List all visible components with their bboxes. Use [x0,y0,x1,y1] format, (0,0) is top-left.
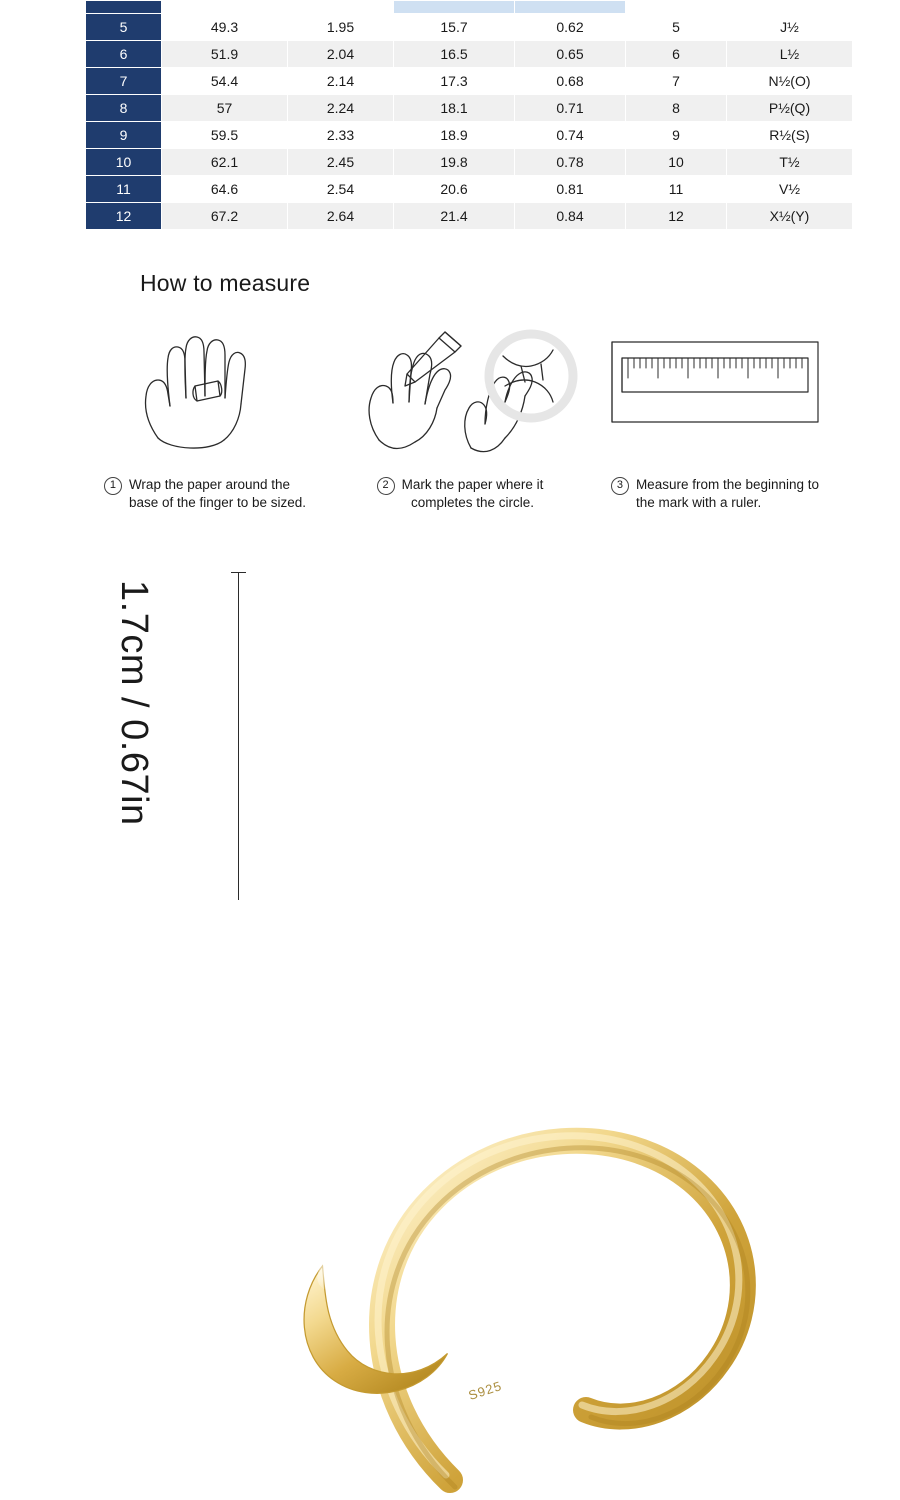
step-3-text [636,476,819,512]
cell-diameter-in: 0.78 [515,149,626,176]
cell-us: 12 [626,203,727,230]
size-table-body [86,1,853,230]
cell-us-size: 12 [86,203,162,230]
table-row-partial [86,1,853,14]
cell-uk: P½(Q) [727,95,853,122]
cell-diameter-in: 0.62 [515,14,626,41]
cell [86,1,162,14]
cell-circumference-in: 2.14 [288,68,394,95]
table-row [86,149,853,176]
measure-step-1 [80,320,330,512]
cell-diameter-in: 0.65 [515,41,626,68]
cell-us-size: 10 [86,149,162,176]
table-row [86,68,853,95]
cell-us: 10 [626,149,727,176]
cell-us-size: 9 [86,122,162,149]
cell-us: 7 [626,68,727,95]
cell-circumference-mm: 54.4 [162,68,288,95]
cell-uk: N½(O) [727,68,853,95]
cell-us-size: 8 [86,95,162,122]
cell-circumference-mm: 51.9 [162,41,288,68]
cell-us-size: 6 [86,41,162,68]
how-to-measure-title: How to measure [140,270,311,296]
measure-step-3 [590,320,840,512]
cell-diameter-in: 0.84 [515,203,626,230]
cell-diameter-in: 0.71 [515,95,626,122]
cell [162,1,288,14]
cell-us-size: 5 [86,14,162,41]
table-row [86,122,853,149]
step-number-2: 2 [377,477,395,495]
cell-diameter-mm: 16.5 [394,41,515,68]
cell-circumference-mm: 64.6 [162,176,288,203]
cell-uk: L½ [727,41,853,68]
cell-diameter-mm: 18.1 [394,95,515,122]
cell-diameter-mm: 17.3 [394,68,515,95]
ruler-icon [600,320,830,460]
table-row [86,14,853,41]
cell-circumference-mm: 62.1 [162,149,288,176]
cell-uk: R½(S) [727,122,853,149]
cell-us-size: 7 [86,68,162,95]
cell-circumference-in: 2.64 [288,203,394,230]
table-row [86,41,853,68]
cell-circumference-mm: 49.3 [162,14,288,41]
step-2-line-2: completes the circle. [410,495,535,511]
cell-circumference-in: 2.45 [288,149,394,176]
dimension-label: 1.7cm / 0.67in [113,580,155,826]
cell [288,1,394,14]
cell-circumference-in: 2.04 [288,41,394,68]
cell-diameter-mm: 20.6 [394,176,515,203]
cell-uk: J½ [727,14,853,41]
step-1-line-1: Wrap the paper around the [128,477,291,492]
step-number-1: 1 [104,477,122,495]
step-2-line-1: Mark the paper where it [401,477,544,492]
gold-moon-ring-illustration [250,1100,900,1500]
measure-step-3-caption [611,476,819,512]
cell-circumference-mm: 67.2 [162,203,288,230]
hand-marking-paper-icon [345,320,575,460]
cell [626,1,727,14]
cell-diameter-in: 0.81 [515,176,626,203]
cell-circumference-in: 2.33 [288,122,394,149]
hand-with-paper-icon [100,320,310,460]
cell [727,1,853,14]
cell-diameter-in: 0.68 [515,68,626,95]
step-3-line-2: the mark with a ruler. [635,495,762,511]
step-number-3: 3 [611,477,629,495]
cell-us-size: 11 [86,176,162,203]
cell-diameter-mm: 18.9 [394,122,515,149]
cell-diameter-in: 0.74 [515,122,626,149]
cell-us: 5 [626,14,727,41]
cell-us: 11 [626,176,727,203]
cell-circumference-mm: 59.5 [162,122,288,149]
table-row [86,95,853,122]
measure-step-1-caption [104,476,306,512]
step-1-line-2: base of the finger to be sized. [128,495,307,511]
step-3-line-1: Measure from the beginning to [635,477,820,492]
cell-circumference-in: 2.54 [288,176,394,203]
cell-circumference-in: 2.24 [288,95,394,122]
step-2-text [402,476,544,512]
cell-diameter-mm: 15.7 [394,14,515,41]
how-to-measure-steps [80,320,840,512]
measure-step-2 [335,320,585,512]
ring-size-table [85,0,853,230]
table-row [86,203,853,230]
cell-us: 9 [626,122,727,149]
cell-diameter-mm: 19.8 [394,149,515,176]
measure-step-2-caption [377,476,544,512]
cell-diameter-mm: 21.4 [394,203,515,230]
table-row [86,176,853,203]
dimension-bracket [238,572,239,900]
cell-circumference-mm: 57 [162,95,288,122]
cell-us: 6 [626,41,727,68]
step-1-text [129,476,306,512]
metal-stamp-s925: S925 [466,1378,504,1403]
cell-uk: T½ [727,149,853,176]
cell-uk: V½ [727,176,853,203]
cell [394,1,515,14]
cell-circumference-in: 1.95 [288,14,394,41]
cell-uk: X½(Y) [727,203,853,230]
cell [515,1,626,14]
cell-us: 8 [626,95,727,122]
